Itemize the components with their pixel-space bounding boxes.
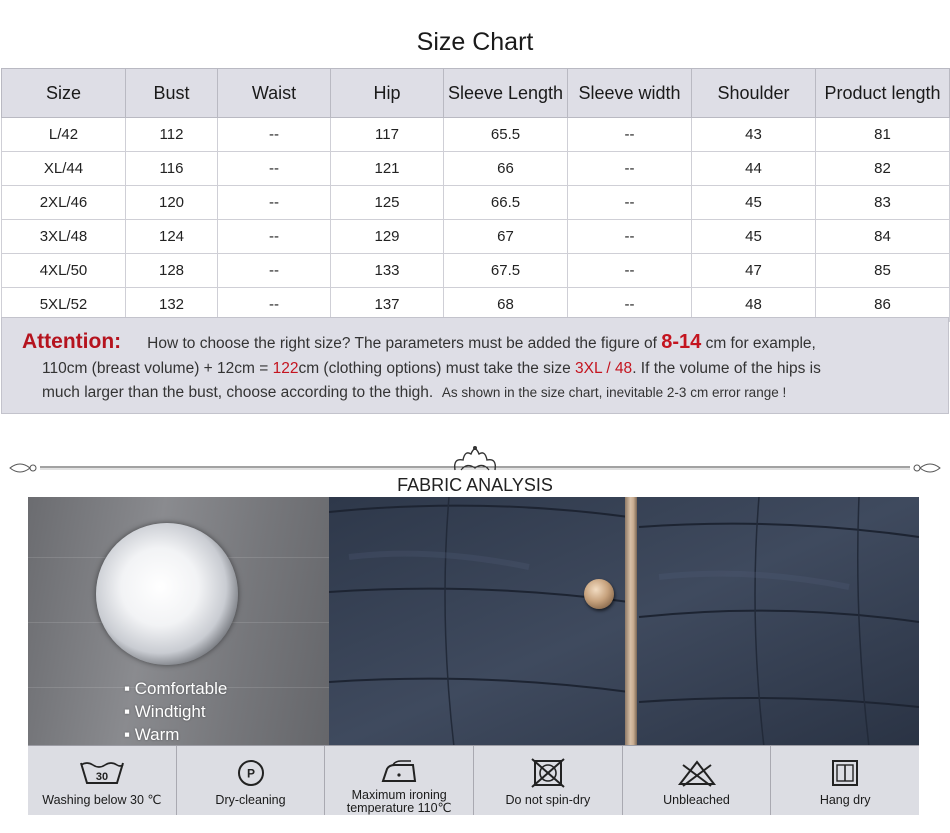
iron-icon xyxy=(379,759,419,785)
table-header-row xyxy=(2,69,950,118)
table-cell: 81 xyxy=(816,118,950,152)
feature-item: ▪ Comfortable xyxy=(124,679,228,698)
table-cell: 44 xyxy=(692,152,816,186)
feature-list xyxy=(124,677,227,746)
attention-label: Attention: xyxy=(22,330,122,353)
table-cell: -- xyxy=(568,186,692,220)
column-header: Bust xyxy=(126,69,218,118)
care-item-ironing: Maximum ironing temperature 110℃ xyxy=(325,746,474,815)
column-header: Product length xyxy=(816,69,950,118)
table-cell: 85 xyxy=(816,254,950,288)
table-cell: 5XL/52 xyxy=(2,288,126,322)
care-item-no-spin: Do not spin-dry xyxy=(474,746,623,815)
table-cell: 120 xyxy=(126,186,218,220)
attention-text-2: cm for example, xyxy=(701,335,816,352)
fabric-photo xyxy=(28,497,919,815)
table-cell: -- xyxy=(568,220,692,254)
hang-dry-icon xyxy=(830,758,860,788)
table-body xyxy=(2,118,950,322)
table-row xyxy=(2,152,950,186)
table-cell: L/42 xyxy=(2,118,126,152)
table-cell: 47 xyxy=(692,254,816,288)
table-row xyxy=(2,254,950,288)
column-header: Sleeve Length xyxy=(444,69,568,118)
table-cell: 86 xyxy=(816,288,950,322)
attention-range: 8-14 xyxy=(661,331,702,353)
table-cell: 68 xyxy=(444,288,568,322)
table-cell: -- xyxy=(568,254,692,288)
no-bleach-icon xyxy=(677,759,717,787)
care-instructions-bar xyxy=(28,745,919,815)
table-cell: 65.5 xyxy=(444,118,568,152)
fabric-photo-left xyxy=(28,497,329,747)
table-cell: -- xyxy=(218,118,331,152)
table-cell: 48 xyxy=(692,288,816,322)
crown-ornament-icon xyxy=(455,446,496,470)
table-cell: 66.5 xyxy=(444,186,568,220)
attention-text-5: . If the volume of the hips is xyxy=(632,359,821,377)
table-cell: 66 xyxy=(444,152,568,186)
care-item-wash: 30 Washing below 30 ℃ xyxy=(28,746,177,815)
table-cell: 132 xyxy=(126,288,218,322)
attention-text-1: How to choose the right size? The parameters must be added the figure of xyxy=(147,335,662,352)
table-row xyxy=(2,186,950,220)
table-cell: -- xyxy=(568,152,692,186)
quilted-fabric xyxy=(329,497,919,747)
table-cell: 137 xyxy=(331,288,444,322)
table-cell: 82 xyxy=(816,152,950,186)
table-cell: -- xyxy=(568,118,692,152)
attention-note: As shown in the size chart, inevitable 2-3 cm error range ! xyxy=(441,385,787,400)
column-header: Waist xyxy=(218,69,331,118)
no-spin-dry-icon xyxy=(531,758,565,788)
care-item-dry-clean: P Dry-cleaning xyxy=(177,746,326,815)
attention-size: 3XL / 48 xyxy=(575,359,633,377)
table-cell: 2XL/46 xyxy=(2,186,126,220)
table-cell: 128 xyxy=(126,254,218,288)
table-cell: 67 xyxy=(444,220,568,254)
attention-text-6: much larger than the bust, choose according to the thigh. xyxy=(42,384,434,401)
svg-text:30: 30 xyxy=(95,771,108,783)
table-cell: 43 xyxy=(692,118,816,152)
size-chart-table xyxy=(1,68,950,322)
table-cell: 45 xyxy=(692,186,816,220)
column-header: Sleeve width xyxy=(568,69,692,118)
attention-text-3: 110cm (breast volume) + 12cm = xyxy=(42,359,273,377)
table-cell: -- xyxy=(218,152,331,186)
feature-item: ▪ Windtight xyxy=(124,702,206,721)
table-cell: XL/44 xyxy=(2,152,126,186)
size-chart-title: Size Chart xyxy=(416,28,534,56)
table-cell: -- xyxy=(218,288,331,322)
table-cell: -- xyxy=(568,288,692,322)
wash-30-icon xyxy=(79,759,125,787)
jacket-closeup-image xyxy=(329,497,919,747)
table-cell: 112 xyxy=(126,118,218,152)
down-feather-image xyxy=(96,523,238,665)
dry-clean-icon xyxy=(236,758,266,788)
table-row xyxy=(2,118,950,152)
table-cell: 116 xyxy=(126,152,218,186)
table-cell: -- xyxy=(218,186,331,220)
care-item-hang-dry: Hang dry xyxy=(771,746,919,815)
table-cell: 67.5 xyxy=(444,254,568,288)
care-item-no-bleach: Unbleached xyxy=(623,746,772,815)
column-header: Shoulder xyxy=(692,69,816,118)
attention-text-4: cm (clothing options) must take the size xyxy=(298,359,576,377)
table-cell: 125 xyxy=(331,186,444,220)
svg-text:P: P xyxy=(246,766,255,781)
jacket-piping xyxy=(625,497,637,747)
attention-box xyxy=(1,317,949,414)
feature-item: ▪ Warm xyxy=(124,725,180,744)
fabric-analysis-title: FABRIC ANALYSIS xyxy=(397,475,553,495)
table-row xyxy=(2,220,950,254)
table-cell: 4XL/50 xyxy=(2,254,126,288)
column-header: Size xyxy=(2,69,126,118)
table-cell: 124 xyxy=(126,220,218,254)
table-cell: 3XL/48 xyxy=(2,220,126,254)
snap-button-image xyxy=(584,579,614,609)
attention-result: 122 xyxy=(272,359,299,377)
table-cell: -- xyxy=(218,254,331,288)
table-cell: 133 xyxy=(331,254,444,288)
table-cell: 121 xyxy=(331,152,444,186)
table-cell: 45 xyxy=(692,220,816,254)
column-header: Hip xyxy=(331,69,444,118)
table-cell: -- xyxy=(218,220,331,254)
table-cell: 84 xyxy=(816,220,950,254)
table-cell: 83 xyxy=(816,186,950,220)
table-cell: 129 xyxy=(331,220,444,254)
table-cell: 117 xyxy=(331,118,444,152)
